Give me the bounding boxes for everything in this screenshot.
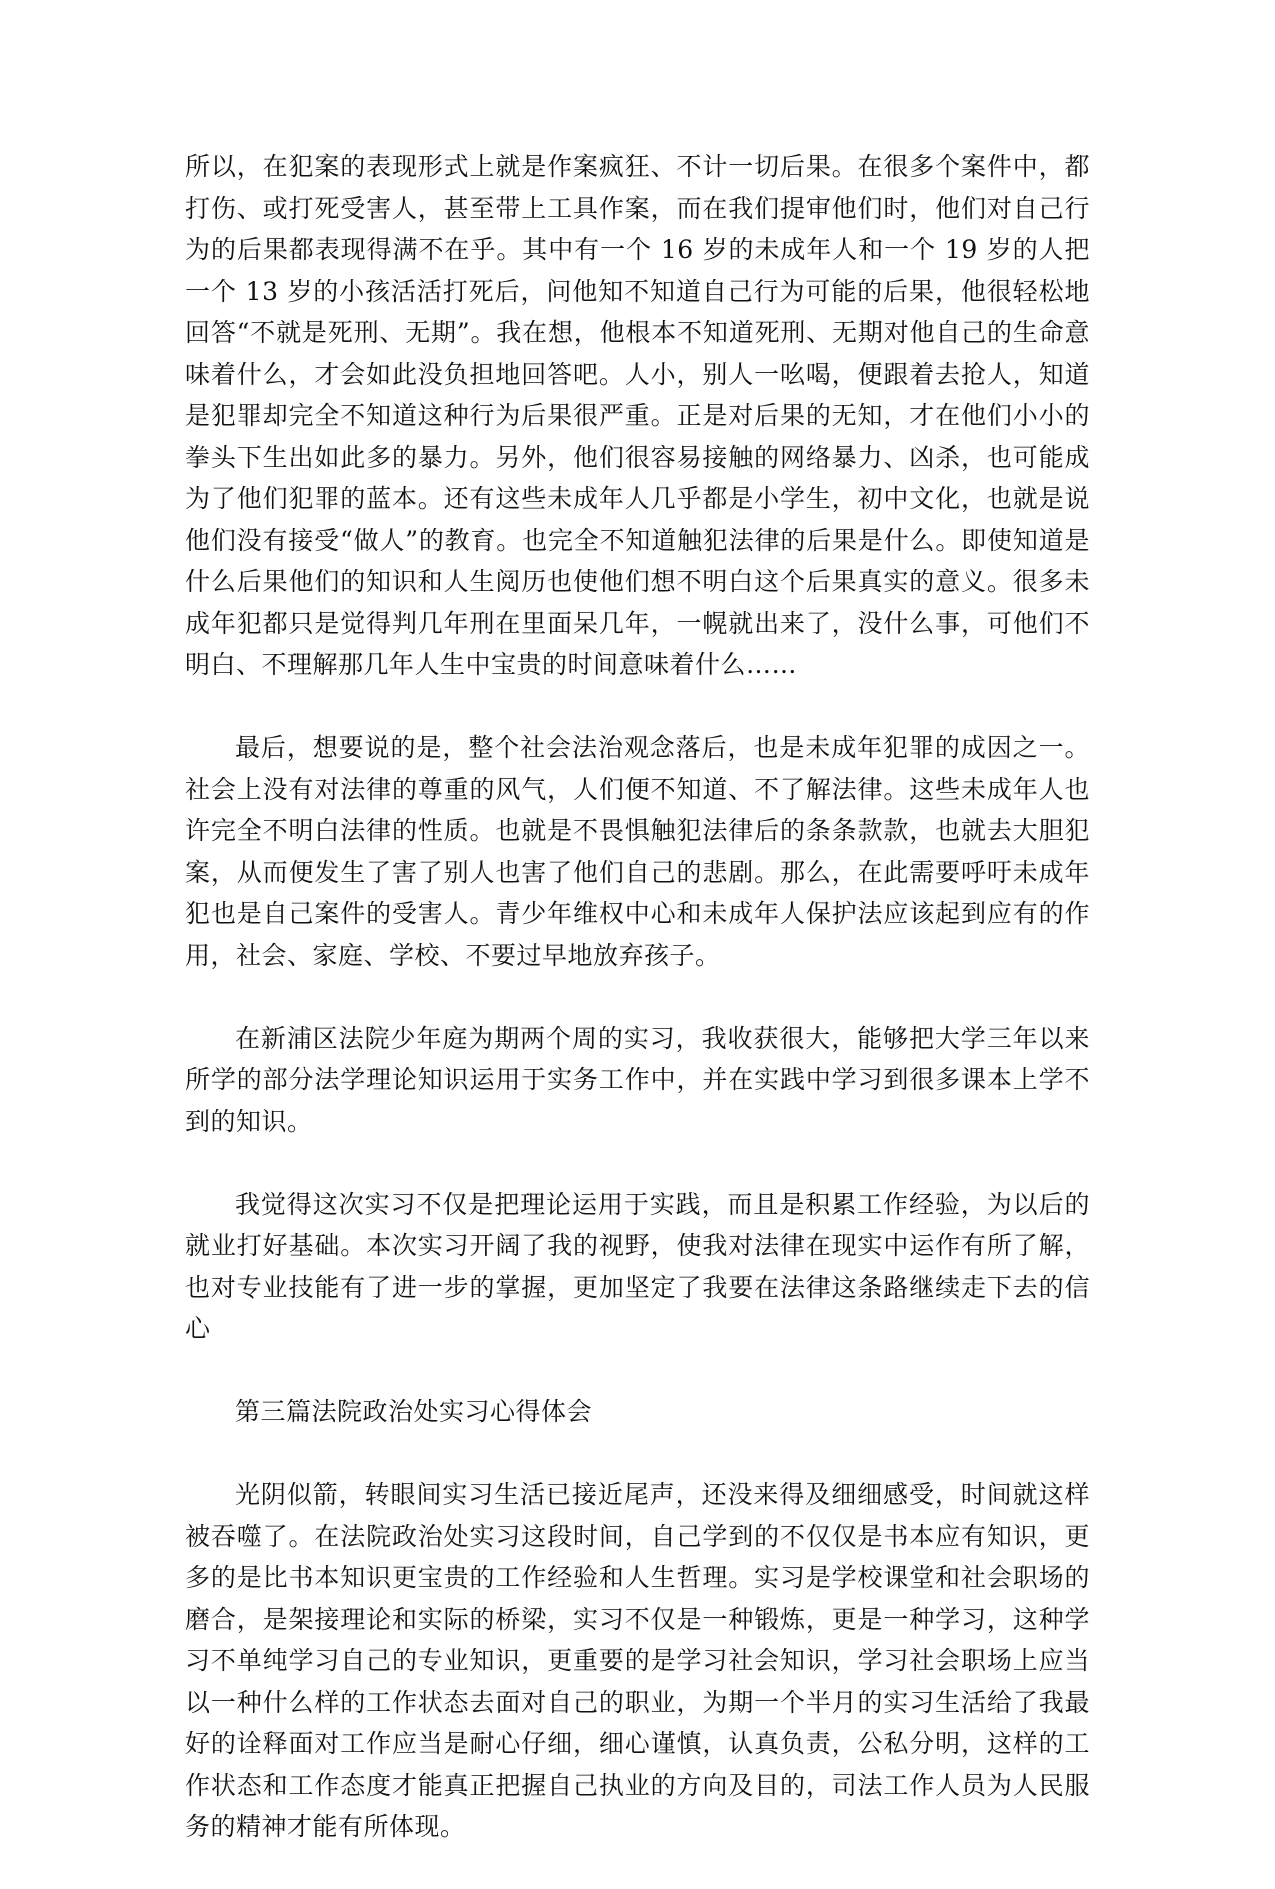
document-body <box>185 146 1090 1889</box>
section-heading: 第三篇法院政治处实习心得体会 <box>235 1397 593 1426</box>
paragraph-social-causes: 最后，想要说的是，整个社会法治观念落后，也是未成年犯罪的成因之一。社会上没有对法律的尊重的风气，人们便不知道、不了解法律。这些未成年人也许完全不明白法律的性质。也就是不畏惧触犯法律后的条条款款，也就去大胆犯案，从而便发生了害了别人也害了他们自己的悲剧。那么，在此需要呼吁未成年犯也是自己案件的受害人。青少年维权中心和未成年人保护法应该起到应有的作用，社会、家庭、学校、不要过早地放弃孩子。 <box>185 733 1090 970</box>
paragraph-political-office: 光阴似箭，转眼间实习生活已接近尾声，还没来得及细细感受，时间就这样被吞噬了。在法院政治处实习这段时间，自己学到的不仅仅是书本应有知识，更多的是比书本知识更宝贵的工作经验和人生哲理。实习是学校课堂和社会职场的磨合，是架接理论和实际的桥梁，实习不仅是一种锻炼，更是一种学习，这种学习不单纯学习自己的专业知识，更重要的是学习社会知识，学习社会职场上应当以一种什么样的工作状态去面对自己的职业，为期一个半月的实习生活给了我最好的诠释面对工作应当是耐心仔细，细心谨慎，认真负责，公私分明，这样的工作状态和工作态度才能真正把握自己执业的方向及目的，司法工作人员为人民服务的精神才能有所体现。 <box>185 1480 1090 1841</box>
paragraph-internship-reflection: 我觉得这次实习不仅是把理论运用于实践，而且是积累工作经验，为以后的就业打好基础。本次实习开阔了我的视野，使我对法律在现实中运作有所了解，也对专业技能有了进一步的掌握，更加坚定了我要在法律这条路继续走下去的信心 <box>185 1189 1090 1343</box>
paragraph-continuation: 所以，在犯案的表现形式上就是作案疯狂、不计一切后果。在很多个案件中，都打伤、或打死受害人，甚至带上工具作案，而在我们提审他们时，他们对自己行为的后果都表现得满不在乎。其中有一个 16 岁的未成年人和一个 19 岁的人把一个 13 岁的小孩活活打死后，问他知不知道自己行为可能的后果，他很轻松地回答“不就是死刑、无期”。我在想，他根本不知道死刑、无期对他自己的生命意味着什么，才会如此没负担地回答吧。人小，别人一吆喝，便跟着去抢人，知道是犯罪却完全不知道这种行为后果很严重。正是对后果的无知，才在他们小小的拳头下生出如此多的暴力。另外，他们很容易接触的网络暴力、凶杀，也可能成为了他们犯罪的蓝本。还有这些未成年人几乎都是小学生，初中文化，也就是说他们没有接受“做人”的教育。也完全不知道触犯法律的后果是什么。即使知道是什么后果他们的知识和人生阅历也使他们想不明白这个后果真实的意义。很多未成年犯都只是觉得判几年刑在里面呆几年，一幌就出来了，没什么事，可他们不明白、不理解那几年人生中宝贵的时间意味着什么…… <box>185 152 1090 679</box>
paragraph-internship-gains: 在新浦区法院少年庭为期两个周的实习，我收获很大，能够把大学三年以来所学的部分法学理论知识运用于实务工作中，并在实践中学习到很多课本上学不到的知识。 <box>185 1023 1090 1136</box>
